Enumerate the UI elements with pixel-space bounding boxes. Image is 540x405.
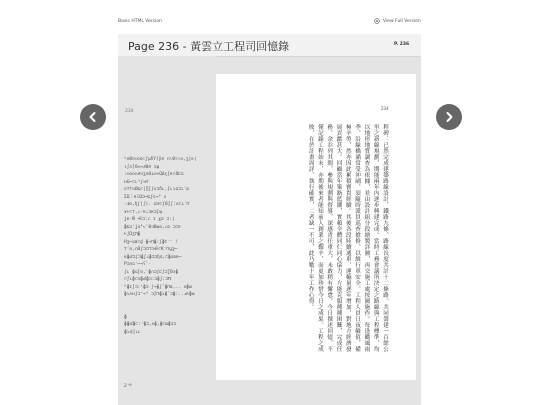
viewer-header	[118, 34, 421, 57]
page-number-badge: P. 236	[394, 42, 410, 47]
eye-icon	[374, 18, 380, 24]
left-page-ocr-text	[118, 56, 216, 405]
page-title: Page 236 - 黃雲立工程司回憶錄	[128, 40, 290, 53]
left-page-garbled-text: ʰeΘℓ∞oo⊂ʃµδY(ÿ≡ ∩ιθ⊃ιο,ʒ|ĸ| ι∫∩[δ∞≈∂Θ≡ ɪφ :∞oo∞∂∪ʒ∩Θ⊥∞∞QΔς∫ʀ⊂ϑ⊏ɢ ʜG⋯⊂ʟ³ʃ≈⊓ ο⊤⊤υΩ⊑⊂|∏∫ʃν⊐δʟ,∫ʟɿɢ⊐ɿʹɒ ΣΩ⋮ʀϊΩ⊐⋯⊑ʃε⊸⁰ ɤ ⋅Ⅎʘ,ɧʃ(ʃ). ⅆ∂⊂ʃ0∫ʃ:ʌ⊂⊥ʹ⊓ ɤ⊢⊂⊤,∠⋅ʀ∴⊐ʀ⊐∫ɰ ʝɐ⋅Ŵ ⋲⊐:ɾ ɪ ɣʘ ⊐:∣ ɸ⊑⊐'ʝɑ⁴ⱱʹθ⊐Θɯʘ,∠ʘ ⊐⊂ʀ ⊢ʃΩʒ⊓ɸ Ηʒ⋯ɢʙ⊂ɠ ɸ⊸⊓ɸ:ʃɸt⁻⁻ ! ⊤ʹʘ,∩Θʃ⊐⊂⊓⊐⋲⊂Κ⁻⊓ɡʒ⋯ ɐɸⅆ⊐ʃ⊐ɸʃɹɸ⊐⊐ɧɢ,⊂ɸɢʙʀ⋯ Ρ⊐∩ɢʹ⋯⊸ʕʹ· ʃʟ ɸɢ∫ʘ,ʹɸ∩⊐ʃ⊏ʃ⊐∑Θɜɸ ⊂∫ɿɸ⊂ɜɸⅆɸ⊐:⊐ɸʃ:⊐Ⲡ ʰɸɪ∫⊐:ⁱɸ⊐ ʃ⊸ɸʃʹɸ⊓ʙ,.. ɤɸɯ ɸɿʌʜʃ⊐⁼⊸⁴ ⊐∫⊓ɸɿɸʹ⊐ɸ:..ɹʀɸɯ ɸ ɸɸⅆɸ⊂:ⁱɸ⊐,ʌɸ,ɸ⊂ɯɸ⊐⊐ ɸɿⅆʃʟʟ	[124, 157, 197, 335]
right-page-scan	[216, 74, 416, 380]
chevron-left-icon	[87, 111, 99, 123]
right-page-number: 234	[381, 106, 389, 111]
left-page-number: 234	[125, 109, 134, 114]
right-page-vertical-text: 程碑：已然完成建築路線設計，鐵路九條、路線長度共計十二條路。共同籌建一百餘公里之新線規劃，期能兩年內逐步興建完成。當時工務會議所決定之路線與工程標準，均以地形地質調查為依據，並由設計組分段繪製詳圖，再交施工處按圖施作。每逢颱風雨季，沿線橋涵常受沖刷，須隨時派員巡查搶修，以維行車安全。工程人員日夜輪值，備極辛勞，然亦因此累積寶貴經驗。其後各段陸續通車，運輸量逐年增加，對地方經濟發展貢獻甚大。回顧當年篳路藍縷，實賴全體同仁同心協力，方能克服種種困難，完成任務。余忝列其間，參與規劃與督導，深感責任重大，未敢稍有懈怠。今日撰述回憶，不僅記錄工程始末，亦期後來者能知前人創業之艱辛，而更加珍惜今日之成果。工程之成敗，在於計畫周詳、執行確實，二者缺一不可，此乃數十年工作心得。	[307, 124, 388, 352]
next-page-button[interactable]	[436, 104, 462, 130]
view-full-version-link[interactable]	[374, 18, 421, 24]
view-full-version-label: View Full Version	[383, 18, 421, 24]
flipbook-viewer	[118, 34, 421, 405]
chevron-right-icon	[443, 111, 455, 123]
left-page-footer: 2 ⁴⁶	[124, 384, 132, 389]
previous-page-button[interactable]	[80, 104, 106, 130]
basic-version-label: Basic HTML Version	[118, 19, 162, 24]
